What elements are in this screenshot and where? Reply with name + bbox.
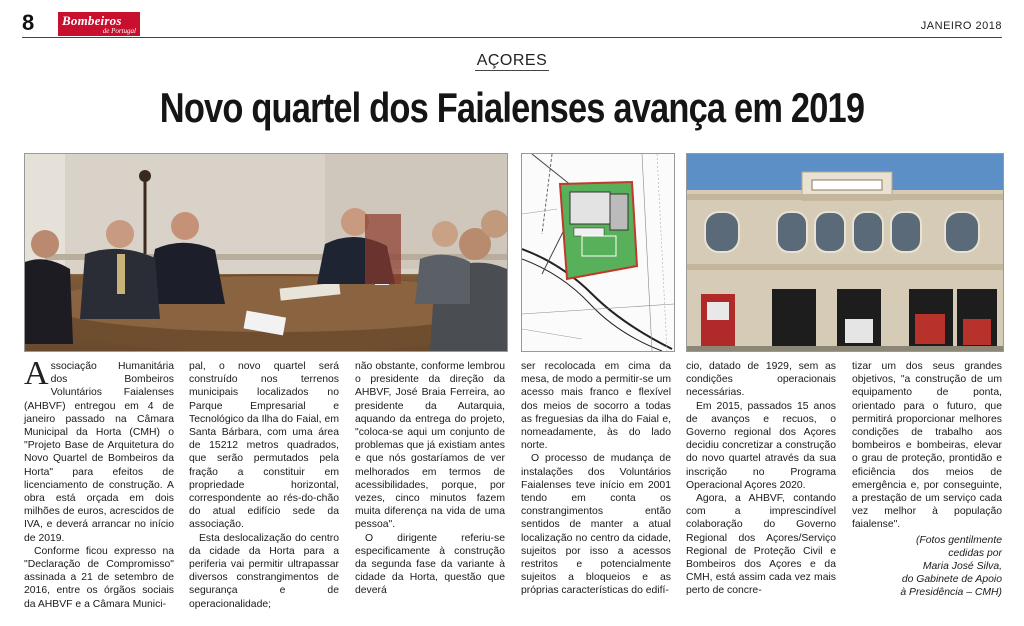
- article-column-2: [189, 360, 339, 611]
- paragraph: O processo de mudança de instalações dos Voluntários Faialenses teve início em 2001 tendo em conta os constrangimentos então sentidos de manter a atual localização no centro da cidade, sujeitos por isso a acessos restritos e potencialmente sujeitos a bloqueios e as próprias características do edifí-: [521, 453, 671, 597]
- meeting-scene-icon: [25, 154, 507, 351]
- fire-station-building-icon: [687, 154, 1003, 351]
- article-headline: Novo quartel dos Faialenses avança em 2019: [159, 84, 865, 131]
- dropcap-letter: A: [24, 355, 49, 392]
- meeting-photo: [24, 153, 508, 352]
- article-column-1: [24, 355, 174, 611]
- page-header: [0, 0, 1024, 40]
- site-plan-photo: [521, 153, 675, 352]
- logo-title: Bombeiros: [62, 13, 122, 28]
- logo-subtitle: de Portugal: [102, 27, 136, 35]
- photo-credit: (Fotos gentilmente cedidas por Maria José Silva, do Gabinete de Apoio à Presidência – CMH): [900, 534, 1002, 599]
- paragraph: não obstante, conforme lembrou o presidente da direção da AHBVF, José Braia Ferreira, ao presidente da Autarquia, aquando da entrega do projeto, "coloca-se aqui um conjunto de problemas que já existiam antes e que nós gostaríamos de ver melhorados em termos de acessibilidades, porque, por vezes, cinco minutos fazem muita diferença na vida de uma pessoa".: [355, 361, 505, 531]
- fire-station-photo: [686, 153, 1004, 352]
- paragraph: Conforme ficou expresso na "Declaração de Compromisso" assinada a 21 de setembro de 2016, entre os órgãos sociais da AHBVF e a Câmara Munici-: [24, 545, 174, 610]
- site-plan-icon: [522, 154, 674, 351]
- paragraph: Em 2015, passados 15 anos de avanços e recuos, o Governo regional dos Açores decidiu concretizar a construção do novo quartel através da sua inscrição no Programa Operacional Açores 2020.: [686, 400, 836, 491]
- article-column-4: [521, 360, 671, 598]
- paragraph: tizar um dos seus grandes objetivos, "a construção de um equipamento de ponta, orientado para o futuro, que permitirá proporcionar melhores condições de trabalho aos bombeiros e bombeiras, elevar o grau de proteção, prontidão e eficiência dos meios de emergência e, por conseguinte, a prestação de um serviço cada vez melhor à população faialense".: [852, 361, 1002, 531]
- newspaper-logo: [58, 12, 140, 36]
- page-number: 8: [22, 10, 35, 35]
- paragraph: O dirigente referiu-se especificamente à construção da segunda fase da variante à cidade da Horta, questão que deverá: [355, 532, 505, 597]
- paragraph: Agora, a AHBVF, contando com a imprescindível colaboração do Governo Regional dos Açores/Serviço Regional de Proteção Civil e Bombeiros dos Açores e da CMH, está assim cada vez mais perto de concre-: [686, 493, 836, 597]
- article-column-3: [355, 360, 505, 598]
- paragraph: Esta deslocalização do centro da cidade da Horta para a periferia vai permitir ultrapassar diversos constrangimentos de segurança e de operacionalidade;: [189, 532, 339, 610]
- header-divider: [22, 37, 1002, 38]
- article-column-6: [852, 360, 1002, 600]
- paragraph: pal, o novo quartel será construído nos terrenos municipais localizados no Parque Empresarial e Tecnológico da Ilha do Faial, em Santa Bárbara, com uma área de 15212 metros quadrados, que serão permutados pela fração a constituir em propriedade horizontal, correspondente ao rés-do-chão do atual edifício sede da associação.: [189, 361, 339, 531]
- article-column-5: [686, 360, 836, 598]
- section-label: AÇORES: [476, 52, 548, 69]
- paragraph: cio, datado de 1929, sem as condições operacionais necessárias.: [686, 361, 836, 399]
- issue-date: JANEIRO 2018: [920, 20, 1002, 32]
- paragraph: Associação Humanitária dos Bombeiros Voluntários Faialenses (AHBVF) entregou em 4 de janeiro passado na Câmara Municipal da Horta (CMH) o "Projeto Base de Arquitetura do Novo Quartel de Bombeiros da Horta" para efeitos de licenciamento de construção. A obra está orçada em dois milhões de euros, acrescidos de IVA, e deverá arrancar no início de 2019.: [24, 355, 174, 544]
- paragraph: ser recolocada em cima da mesa, de modo a permitir-se um acesso mais franco e flexível dos meios de socorro a todas as freguesias da ilha do Faial e, nomeadamente, às do lado norte.: [521, 361, 671, 452]
